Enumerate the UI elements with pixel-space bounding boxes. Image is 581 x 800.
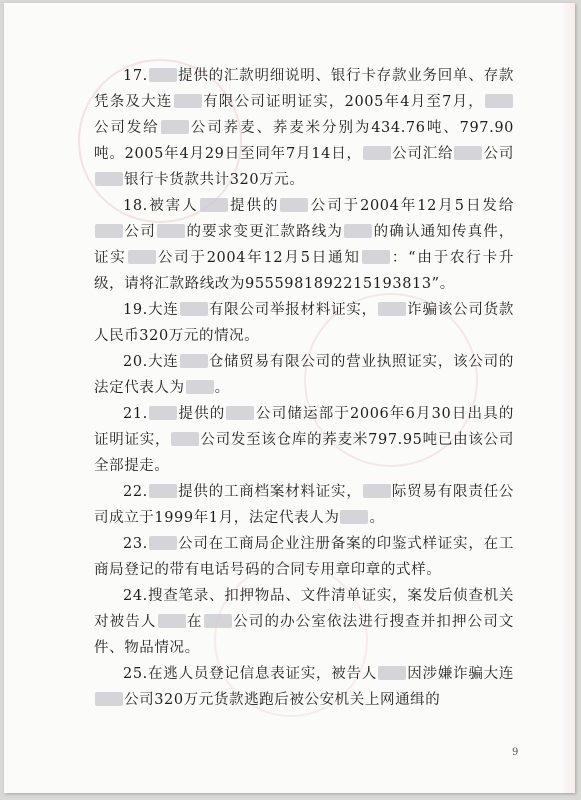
- paragraph-text: 公司: [483, 146, 514, 162]
- redaction-block: [344, 224, 372, 238]
- paragraph-text: 20.大连: [123, 354, 179, 370]
- paragraph-text: 19.大连: [123, 302, 179, 318]
- redaction-block: [158, 614, 186, 628]
- paragraph-text: 因涉嫌诈骗大连: [407, 666, 515, 682]
- redaction-block: [454, 146, 482, 160]
- paragraph-text: 公司: [124, 224, 156, 240]
- paragraph-text: 提供的汇款明细说明、银行卡存款业务回单、存款凭条及大连: [94, 68, 514, 110]
- redaction-block: [149, 484, 177, 498]
- paragraph-text: 的要求变更汇款路线为: [185, 224, 344, 240]
- redaction-block: [280, 198, 308, 212]
- paragraph-text: 有限公司证明证实，2005年4月至7月，: [202, 94, 484, 110]
- paragraph-text: 公司汇给: [391, 146, 454, 162]
- paragraph-text: 提供的: [177, 406, 226, 422]
- paragraph: [94, 479, 514, 531]
- paragraph: [94, 401, 514, 479]
- paragraph: [94, 531, 514, 583]
- redaction-block: [186, 380, 214, 394]
- paragraph-text: 提供的工商档案材料证实，: [177, 484, 362, 500]
- paragraph-text: 25.在逃人员登记信息表证实，被告人: [123, 666, 378, 682]
- paragraph-text: 17.: [123, 68, 148, 84]
- paragraph-text: 公司于2004年12月5日发给: [309, 198, 514, 214]
- redaction-block: [200, 198, 228, 212]
- redaction-block: [362, 250, 390, 264]
- paragraph: [94, 661, 514, 713]
- redaction-block: [95, 692, 123, 706]
- paragraph-text: 的确认通知传真件，证实: [94, 224, 515, 266]
- paragraph-text: 公司发至该仓库的荞麦米797.95吨已由该公司全部提走。: [94, 432, 515, 474]
- paragraph: [94, 63, 514, 193]
- redaction-block: [363, 484, 391, 498]
- paragraph-text: 21.: [123, 406, 148, 422]
- paragraph: [94, 193, 514, 297]
- redaction-block: [149, 406, 177, 420]
- paragraph-text: 24.搜查笔录、扣押物品、文件清单证实，案发后侦查机关对被告人: [94, 588, 514, 630]
- paragraph-text: 诈骗该公司货款人民币320万元的情况。: [94, 302, 514, 344]
- redaction-block: [180, 302, 208, 316]
- redaction-block: [174, 94, 202, 108]
- paragraph-text: 仓储贸易有限公司的营业执照证实，该公司的法定代表人为: [94, 354, 515, 396]
- redaction-block: [149, 536, 177, 550]
- redaction-block: [378, 666, 406, 680]
- paragraph-text: 公司在工商局企业注册备案的印鉴式样证实，在工商局登记的带有电话号码的合同专用章印章的式样。: [94, 536, 514, 578]
- redaction-block: [157, 224, 185, 238]
- page-edge-stamp: [561, 3, 575, 793]
- redaction-block: [95, 172, 123, 186]
- redaction-block: [95, 224, 123, 238]
- paragraph-text: 。: [369, 510, 385, 526]
- paragraph-text: 23.: [123, 536, 148, 552]
- redaction-block: [226, 406, 254, 420]
- document-body: [94, 63, 514, 713]
- paragraph-text: 22.: [123, 484, 148, 500]
- paragraph-text: 银行卡货款共计320万元。: [124, 172, 305, 188]
- document-page: [4, 3, 575, 793]
- paragraph-text: ：“由于农行卡升级，请将汇款路线改为9555981892215193813”。: [94, 250, 514, 292]
- paragraph-text: 提供的: [228, 198, 280, 214]
- redaction-block: [363, 146, 391, 160]
- paragraph-text: 公司的办公室依法进行搜查并扣押公司文件、物品情况。: [94, 614, 514, 656]
- paragraph-text: 公司320万元货款逃跑后被公安机关上网通缉的: [124, 692, 441, 708]
- paragraph-text: 公司荞麦、荞麦米分别为434.76吨、797.90吨。2005年4月29日至同年7月14日，: [94, 120, 514, 162]
- paragraph-text: 有限公司举报材料证实，: [208, 302, 377, 318]
- redaction-block: [204, 614, 232, 628]
- redaction-block: [171, 432, 199, 446]
- redaction-block: [340, 510, 368, 524]
- paragraph-text: 际贸易有限责任公司成立于1999年1月，法定代表人为: [94, 484, 514, 526]
- redaction-block: [378, 302, 406, 316]
- paragraph: [94, 297, 514, 349]
- paragraph-text: 。: [214, 380, 230, 396]
- paragraph-text: 公司储运部于2006年6月30日出具的证明证实，: [94, 406, 514, 448]
- redaction-block: [161, 120, 189, 134]
- paragraph-text: 18.被害人: [123, 198, 199, 214]
- paragraph: [94, 583, 514, 661]
- paragraph-text: 公司于2004年12月5日通知: [156, 250, 361, 266]
- redaction-block: [128, 250, 156, 264]
- paragraph: [94, 349, 514, 401]
- paragraph-text: 公司发给: [94, 120, 160, 136]
- page-number: 9: [512, 747, 519, 758]
- paragraph-text: 在: [186, 614, 203, 630]
- redaction-block: [485, 94, 513, 108]
- redaction-block: [149, 68, 177, 82]
- redaction-block: [180, 354, 208, 368]
